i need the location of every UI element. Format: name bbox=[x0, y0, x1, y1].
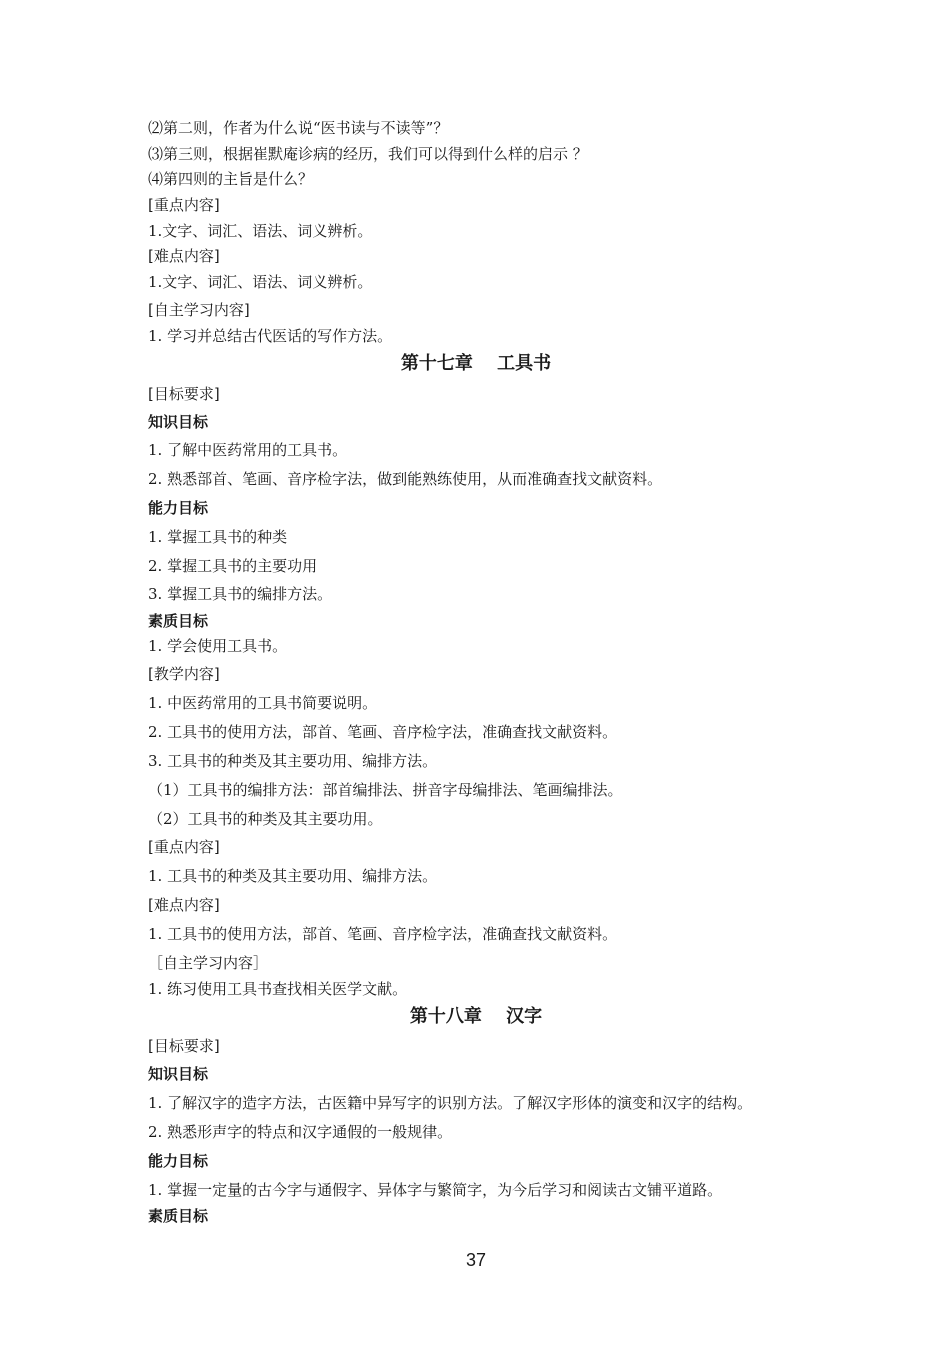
ch17-teaching-subitem: （2）工具书的种类及其主要功用。 bbox=[148, 810, 383, 828]
ch17-difficult-item: 1. 工具书的使用方法，部首、笔画、音序检字法，准确查找文献资料。 bbox=[148, 925, 618, 943]
chapter-18-title: 第十八章 汉字 bbox=[409, 1006, 543, 1027]
question-3: ⑶第三则，根据崔默庵诊病的经历，我们可以得到什么样的启示 ？ bbox=[148, 145, 588, 163]
ch17-knowledge-item: 2. 熟悉部首、笔画、音序检字法，做到能熟练使用，从而准确查找文献资料。 bbox=[148, 470, 663, 488]
page-number: 37 bbox=[465, 1250, 487, 1270]
question-2: ⑵第二则，作者为什么说“医书读与不读等”？ bbox=[148, 119, 449, 137]
ch17-knowledge-heading: 知识目标 bbox=[148, 413, 209, 431]
key-content-heading: [重点内容] bbox=[148, 196, 220, 214]
ch18-knowledge-heading: 知识目标 bbox=[148, 1065, 209, 1083]
key-content-item: 1.文字、词汇、语法、词义辨析。 bbox=[148, 222, 373, 240]
ch17-ability-item: 3. 掌握工具书的编排方法。 bbox=[148, 585, 333, 603]
ch18-ability-heading: 能力目标 bbox=[148, 1152, 209, 1170]
self-study-heading: [自主学习内容] bbox=[148, 301, 250, 319]
chapter-17-title: 第十七章 工具书 bbox=[400, 353, 552, 374]
ch18-quality-heading: 素质目标 bbox=[148, 1207, 209, 1225]
ch17-goals-heading: [目标要求] bbox=[148, 385, 220, 403]
ch17-key-heading: [重点内容] bbox=[148, 838, 220, 856]
question-4: ⑷第四则的主旨是什么？ bbox=[148, 170, 314, 188]
ch18-knowledge-item: 1. 了解汉字的造字方法，古医籍中异写字的识别方法。了解汉字形体的演变和汉字的结构。 bbox=[148, 1094, 753, 1112]
ch17-key-item: 1. 工具书的种类及其主要功用、编排方法。 bbox=[148, 867, 438, 885]
ch18-goals-heading: [目标要求] bbox=[148, 1037, 220, 1055]
ch17-teaching-item: 2. 工具书的使用方法，部首、笔画、音序检字法，准确查找文献资料。 bbox=[148, 723, 618, 741]
ch17-self-study-heading: ［自主学习内容］ bbox=[148, 954, 269, 972]
ch17-teaching-subitem: （1）工具书的编排方法：部首编排法、拼音字母编排法、笔画编排法。 bbox=[148, 781, 623, 799]
ch17-ability-item: 1. 掌握工具书的种类 bbox=[148, 528, 288, 546]
ch17-knowledge-item: 1. 了解中医药常用的工具书。 bbox=[148, 441, 348, 459]
difficult-content-item: 1.文字、词汇、语法、词义辨析。 bbox=[148, 273, 373, 291]
ch17-difficult-heading: [难点内容] bbox=[148, 896, 220, 914]
ch17-ability-heading: 能力目标 bbox=[148, 499, 209, 517]
difficult-content-heading: [难点内容] bbox=[148, 247, 220, 265]
ch17-quality-heading: 素质目标 bbox=[148, 612, 209, 630]
ch17-self-study-item: 1. 练习使用工具书查找相关医学文献。 bbox=[148, 980, 408, 998]
ch17-teaching-heading: [教学内容] bbox=[148, 665, 220, 683]
ch18-knowledge-item: 2. 熟悉形声字的特点和汉字通假的一般规律。 bbox=[148, 1123, 453, 1141]
ch18-ability-item: 1. 掌握一定量的古今字与通假字、异体字与繁简字，为今后学习和阅读古文铺平道路。 bbox=[148, 1181, 723, 1199]
ch17-ability-item: 2. 掌握工具书的主要功用 bbox=[148, 557, 318, 575]
ch17-teaching-item: 3. 工具书的种类及其主要功用、编排方法。 bbox=[148, 752, 438, 770]
ch17-teaching-item: 1. 中医药常用的工具书简要说明。 bbox=[148, 694, 378, 712]
self-study-item: 1. 学习并总结古代医话的写作方法。 bbox=[148, 327, 393, 345]
ch17-quality-item: 1. 学会使用工具书。 bbox=[148, 637, 288, 655]
